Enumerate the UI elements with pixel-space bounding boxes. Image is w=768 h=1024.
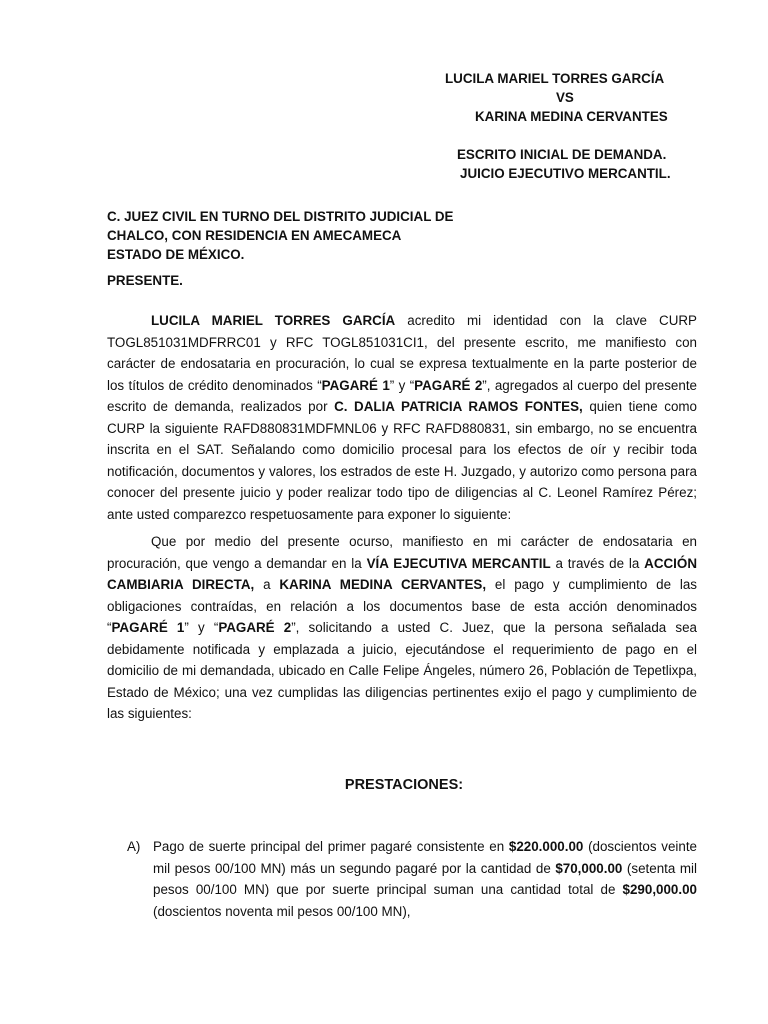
paragraph-text: ”, solicitando a usted C. Juez, que la persona señalada sea debidamente notificada y emplazada a juicio, ejecutándose el requerimiento de pago en el domicilio de mi demandada, ubicado en Calle Felipe Ángeles, número 26, Población de Tepetlixpa, Estado de México; una vez cumplidas las diligencias pertinentes exijo el pago y cumplimiento de las siguientes:: [107, 620, 697, 721]
paragraph-identity: [107, 310, 697, 525]
accion-label: ACCIÓN CAMBIARIA DIRECTA,: [107, 555, 697, 592]
paragraph-text: a través de la: [550, 555, 645, 571]
prestaciones-list: [127, 836, 697, 922]
amount-second: $70,000.00: [555, 860, 623, 876]
case-header: [440, 69, 700, 183]
item-text: (doscientos veinte mil pesos 00/100 MN) más un segundo pagaré por la cantidad de: [153, 839, 697, 876]
addressee-block: [107, 207, 527, 264]
amount-total: $290,000.00: [622, 882, 697, 897]
paragraph-text: quien tiene como CURP la siguiente RAFD880831MDFMNL06 y RFC RAFD880831, sin embargo, no se encuentra inscrita en el SAT. Señalando como domicilio procesal para los efectos de oír y recibir toda notificación, documentos y valores, los estrados de este H. Juzgado, y autorizo como persona para conocer del presente juicio y poder realizar todo tipo de diligencias al C. Leonel Ramírez Pérez; ante usted comparezco respetuosamente para exponer lo siguiente:: [107, 399, 697, 522]
pagare-2-label: PAGARÉ 2: [218, 620, 292, 635]
defendant-name-inline: KARINA MEDINA CERVANTES,: [279, 577, 487, 592]
paragraph-claim: [107, 531, 697, 725]
versus-label: VS: [556, 90, 574, 105]
pagare-1-label: PAGARÉ 1: [111, 620, 185, 635]
header-spacer: [440, 126, 700, 145]
via-label: VÍA EJECUTIVA MERCANTIL: [366, 555, 551, 571]
item-text: (doscientos noventa mil pesos 00/100 MN),: [153, 903, 411, 919]
plaintiff-name: LUCILA MARIEL TORRES GARCÍA: [445, 71, 665, 86]
pagare-2-label: PAGARÉ 2: [414, 377, 483, 393]
document-type: ESCRITO INICIAL DE DEMANDA.: [457, 147, 667, 162]
present-heading: PRESENTE.: [107, 273, 183, 288]
paragraph-text: ” y “: [184, 620, 219, 635]
paragraph-text: ”, agregados al cuerpo del presente escrito de demanda, realizados por: [107, 377, 697, 414]
item-text: Pago de suerte principal del primer pagaré consistente en: [153, 839, 509, 854]
defendant-name: KARINA MEDINA CERVANTES: [475, 109, 668, 124]
trial-type: JUICIO EJECUTIVO MERCANTIL.: [460, 166, 671, 181]
list-item: [127, 836, 697, 922]
paragraph-text: Que por medio del presente ocurso, manifiesto en mi carácter de endosataria en procuración, que vengo a demandar en la: [107, 534, 697, 571]
section-title-prestaciones: PRESTACIONES:: [344, 777, 464, 793]
plaintiff-name-inline: LUCILA MARIEL TORRES GARCÍA: [151, 313, 396, 328]
pagare-1-label: PAGARÉ 1: [321, 377, 390, 393]
document-body: [107, 310, 697, 725]
paragraph-text: ” y “: [389, 377, 415, 393]
addressee-line: C. JUEZ CIVIL EN TURNO DEL DISTRITO JUDICIAL DE: [107, 209, 454, 224]
amount-first: $220.000.00: [508, 839, 584, 854]
addressee-line: ESTADO DE MÉXICO.: [107, 247, 245, 262]
paragraph-text: acredito mi identidad con la clave CURP TOGL851031MDFRRC01 y RFC TOGL851031CI1, del presente escrito, me manifiesto con carácter de endosataria en procuración, lo cual se expresa textualmente en la parte posterior de los títulos de crédito denominados “: [107, 313, 697, 393]
list-item-text: [153, 836, 697, 922]
paragraph-text: a: [254, 577, 280, 592]
item-text: (setenta mil pesos 00/100 MN) que por suerte principal suman una cantidad total de: [153, 860, 697, 897]
list-marker: A): [127, 839, 141, 854]
addressee-line: CHALCO, CON RESIDENCIA EN AMECAMECA: [107, 228, 402, 243]
debtor-name: C. DALIA PATRICIA RAMOS FONTES,: [334, 399, 583, 414]
paragraph-text: el pago y cumplimiento de las obligaciones contraídas, en relación a los documentos base de esta acción denominados “: [107, 577, 697, 635]
